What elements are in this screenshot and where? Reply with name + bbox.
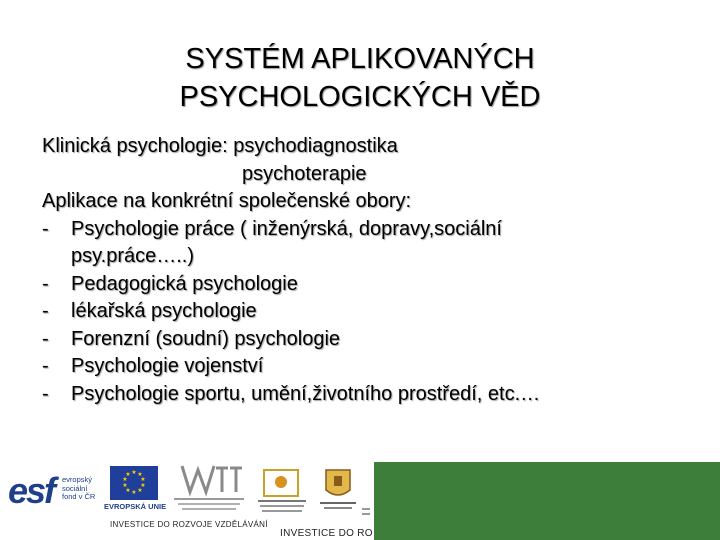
- list-item-continuation: [42, 243, 702, 271]
- list-item: [42, 216, 702, 244]
- list-item-text: Psychologie sportu, umění,životního prostředí, etc.…: [71, 382, 541, 405]
- svg-text:★: ★: [122, 476, 128, 483]
- svg-text:★: ★: [140, 482, 146, 489]
- list-item: [42, 271, 702, 299]
- list-item-text: psy.práce…..): [71, 245, 194, 267]
- body-line-applications: Aplikace na konkrétní společenské obory:: [42, 190, 412, 212]
- esf-logo-letters: esf: [8, 470, 55, 511]
- svg-text:★: ★: [125, 487, 131, 494]
- list-item: [42, 298, 702, 326]
- eu-flag-icon: [110, 466, 158, 500]
- esf-caption: evropský sociální fond v ČR: [62, 475, 96, 501]
- partial-text-fragment: [362, 468, 370, 516]
- bullet-dash: -: [42, 217, 49, 240]
- svg-text:★: ★: [137, 471, 143, 478]
- footer-logo-bar: [0, 462, 720, 540]
- ministry-logo-icon: [168, 462, 250, 514]
- bullet-dash: -: [42, 355, 49, 377]
- investment-caption-cropped: INVESTICE DO RO: [280, 528, 373, 539]
- body-line-psychotherapy: psychoterapie: [242, 162, 367, 185]
- esf-logo: [8, 468, 100, 516]
- bullet-dash: -: [42, 327, 49, 350]
- slide-title: [0, 40, 720, 116]
- slide-body: [42, 133, 702, 408]
- svg-text:★: ★: [140, 476, 146, 483]
- list-item-text: Forenzní (soudní) psychologie: [71, 327, 341, 350]
- bullet-dash: -: [42, 300, 49, 322]
- svg-text:★: ★: [131, 489, 137, 496]
- svg-text:★: ★: [137, 487, 143, 494]
- list-item: [42, 381, 702, 409]
- svg-text:★: ★: [125, 471, 131, 478]
- slide-title-line-2: PSYCHOLOGICKÝCH VĚD: [179, 81, 541, 113]
- list-item: [42, 353, 702, 381]
- list-item-text: lékařská psychologie: [71, 300, 257, 322]
- list-item-text: Psychologie práce ( inženýrská, dopravy,sociální: [71, 217, 502, 240]
- university-crest-icon: [316, 468, 360, 516]
- svg-text:★: ★: [131, 469, 137, 476]
- body-line-clinical: Klinická psychologie: psychodiagnostika: [42, 135, 398, 157]
- eu-caption: EVROPSKÁ UNIE: [104, 502, 167, 511]
- slide-title-line-1: SYSTÉM APLIKOVANÝCH: [185, 43, 535, 75]
- list-item-text: Psychologie vojenství: [71, 355, 264, 377]
- svg-text:★: ★: [122, 482, 128, 489]
- bullet-dash: -: [42, 272, 49, 295]
- op-program-logo-icon: [256, 468, 308, 516]
- bullet-dash: -: [42, 382, 49, 405]
- investment-caption: INVESTICE DO ROZVOJE VZDĚLÁVÁNÍ: [110, 520, 268, 529]
- list-item-text: Pedagogická psychologie: [71, 272, 298, 295]
- list-item: [42, 326, 702, 354]
- green-decorative-block: [374, 462, 720, 540]
